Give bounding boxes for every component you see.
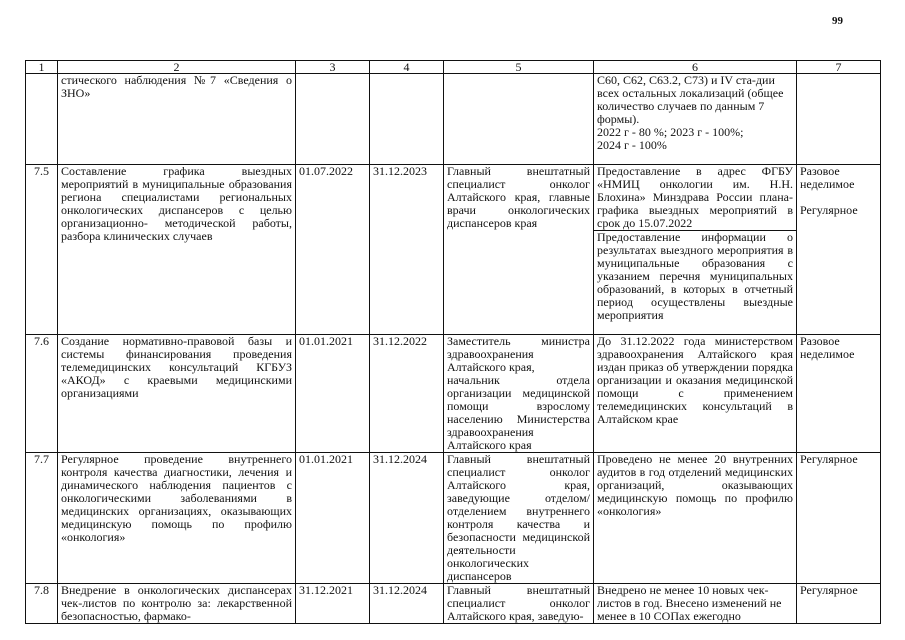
- result-text: 2024 г - 100%: [597, 138, 667, 152]
- responsible-cell: Главный внештатный специалист онколог Алтайского края, главные врачи онкологических диспансеров края: [444, 165, 594, 335]
- page-number: 99: [832, 15, 843, 27]
- result-text: Внедрено не менее 10 новых чек-листов в год. Внесено изменений не менее в 10 СОПах ежегодно: [597, 583, 782, 623]
- periodicity-text: Разовое неделимое: [800, 164, 855, 191]
- table-row: [26, 584, 881, 624]
- col-header-5: 5: [444, 61, 594, 74]
- result-text: Предоставление в адрес ФГБУ «НМИЦ онкологии им. Н.Н. Блохина» Минздрава России плана-графика выездных мероприятий в срок до 15.07.2022: [597, 164, 793, 230]
- table-row: [26, 335, 881, 453]
- periodicity-cell: [797, 74, 881, 165]
- periodicity-text: Разовое неделимое: [800, 334, 855, 361]
- end-date-cell: 31.12.2023: [370, 165, 444, 335]
- measure-cell: Внедрение в онкологических диспансерах чек-листов по контролю за: лекарственной безопасностью, фармако-: [58, 584, 296, 624]
- result-cell: [594, 584, 797, 624]
- measure-cell: Составление графика выездных мероприятий в муниципальные образования региона специалистами региональных онкологических диспансеров с целью организационно- методической работы, разбора клинических случаев: [58, 165, 296, 335]
- result-cell: [594, 74, 797, 165]
- end-date-cell: 31.12.2022: [370, 335, 444, 453]
- end-date-cell: 31.12.2024: [370, 453, 444, 584]
- measure-cell: стического наблюдения №7 «Сведения о ЗНО»: [58, 74, 296, 165]
- result-cell: [594, 165, 797, 335]
- end-date-cell: 31.12.2024: [370, 584, 444, 624]
- col-header-4: 4: [370, 61, 444, 74]
- result-text: До 31.12.2022 года министерством здравоохранения Алтайского края издан приказ об утверждении порядка организации и оказания медицинской помощи с применением телемедицинских консультаций в Алтайском крае: [597, 334, 793, 426]
- result-cell: [594, 335, 797, 453]
- start-date-cell: 01.01.2021: [296, 453, 370, 584]
- col-header-6: 6: [594, 61, 797, 74]
- col-header-1: 1: [26, 61, 58, 74]
- periodicity-cell: [797, 335, 881, 453]
- responsible-cell: [444, 74, 594, 165]
- responsible-cell: Главный внештатный специалист онколог Алтайского края, заведую-: [444, 584, 594, 624]
- plan-table: [25, 60, 881, 624]
- table-row: [26, 74, 881, 165]
- table-row: [26, 453, 881, 584]
- row-number: 7.8: [26, 584, 58, 624]
- measure-cell: Создание нормативно-правовой базы и системы финансирования проведения телемедицинских консультаций КГБУЗ «АКОД» с краевыми медицинскими организациями: [58, 335, 296, 453]
- row-number: 7.6: [26, 335, 58, 453]
- table-row: [26, 165, 881, 335]
- row-number: 7.7: [26, 453, 58, 584]
- result-text: Предоставление информации о результатах выездного мероприятия в муниципальные образования с указанием перечня муниципальных образований, в которых в отчетный период осуществлены выездные мероприятия: [594, 230, 796, 322]
- responsible-text: Заместитель министра здравоохранения Алтайского края,: [447, 334, 590, 374]
- start-date-cell: 01.01.2021: [296, 335, 370, 453]
- col-header-2: 2: [58, 61, 296, 74]
- result-text: 2022 г - 80 %; 2023 г - 100%;: [597, 125, 744, 139]
- header-row: [26, 61, 881, 74]
- start-date-cell: 01.07.2022: [296, 165, 370, 335]
- periodicity-cell: [797, 453, 881, 584]
- responsible-text: начальник отдела организации медицинской помощи взрослому населению Министерства здравоохранения Алтайского края: [447, 373, 590, 452]
- result-text: C60, C62, C63.2, C73) и IV ста-дии всех остальных локализаций (общее количество случаев по данным 7 формы).: [597, 73, 784, 126]
- measure-cell: Регулярное проведение внутреннего контроля качества диагностики, лечения и динамического наблюдения пациентов с онкологическими заболеваниями в медицинских организациях, оказывающих медицинскую помощь по профилю «онкология»: [58, 453, 296, 584]
- result-text: Проведено не менее 20 внутренних аудитов в год отделений медицинских организаций, оказывающих медицинскую помощь по профилю «онкология»: [597, 452, 793, 518]
- end-date-cell: [370, 74, 444, 165]
- start-date-cell: [296, 74, 370, 165]
- row-number: 7.5: [26, 165, 58, 335]
- row-number: [26, 74, 58, 165]
- periodicity-text: Регулярное: [800, 583, 858, 597]
- col-header-3: 3: [296, 61, 370, 74]
- start-date-cell: 31.12.2021: [296, 584, 370, 624]
- periodicity-text: Регулярное: [800, 452, 858, 466]
- responsible-cell: [444, 335, 594, 453]
- periodicity-cell: [797, 584, 881, 624]
- col-header-7: 7: [797, 61, 881, 74]
- periodicity-text: Регулярное: [800, 203, 858, 217]
- result-cell: [594, 453, 797, 584]
- periodicity-cell: [797, 165, 881, 335]
- responsible-cell: Главный внештатный специалист онколог Алтайского края, заведующие отделом/отделением внутреннего контроля качества и безопасности медицинской деятельности онкологических диспансеров: [444, 453, 594, 584]
